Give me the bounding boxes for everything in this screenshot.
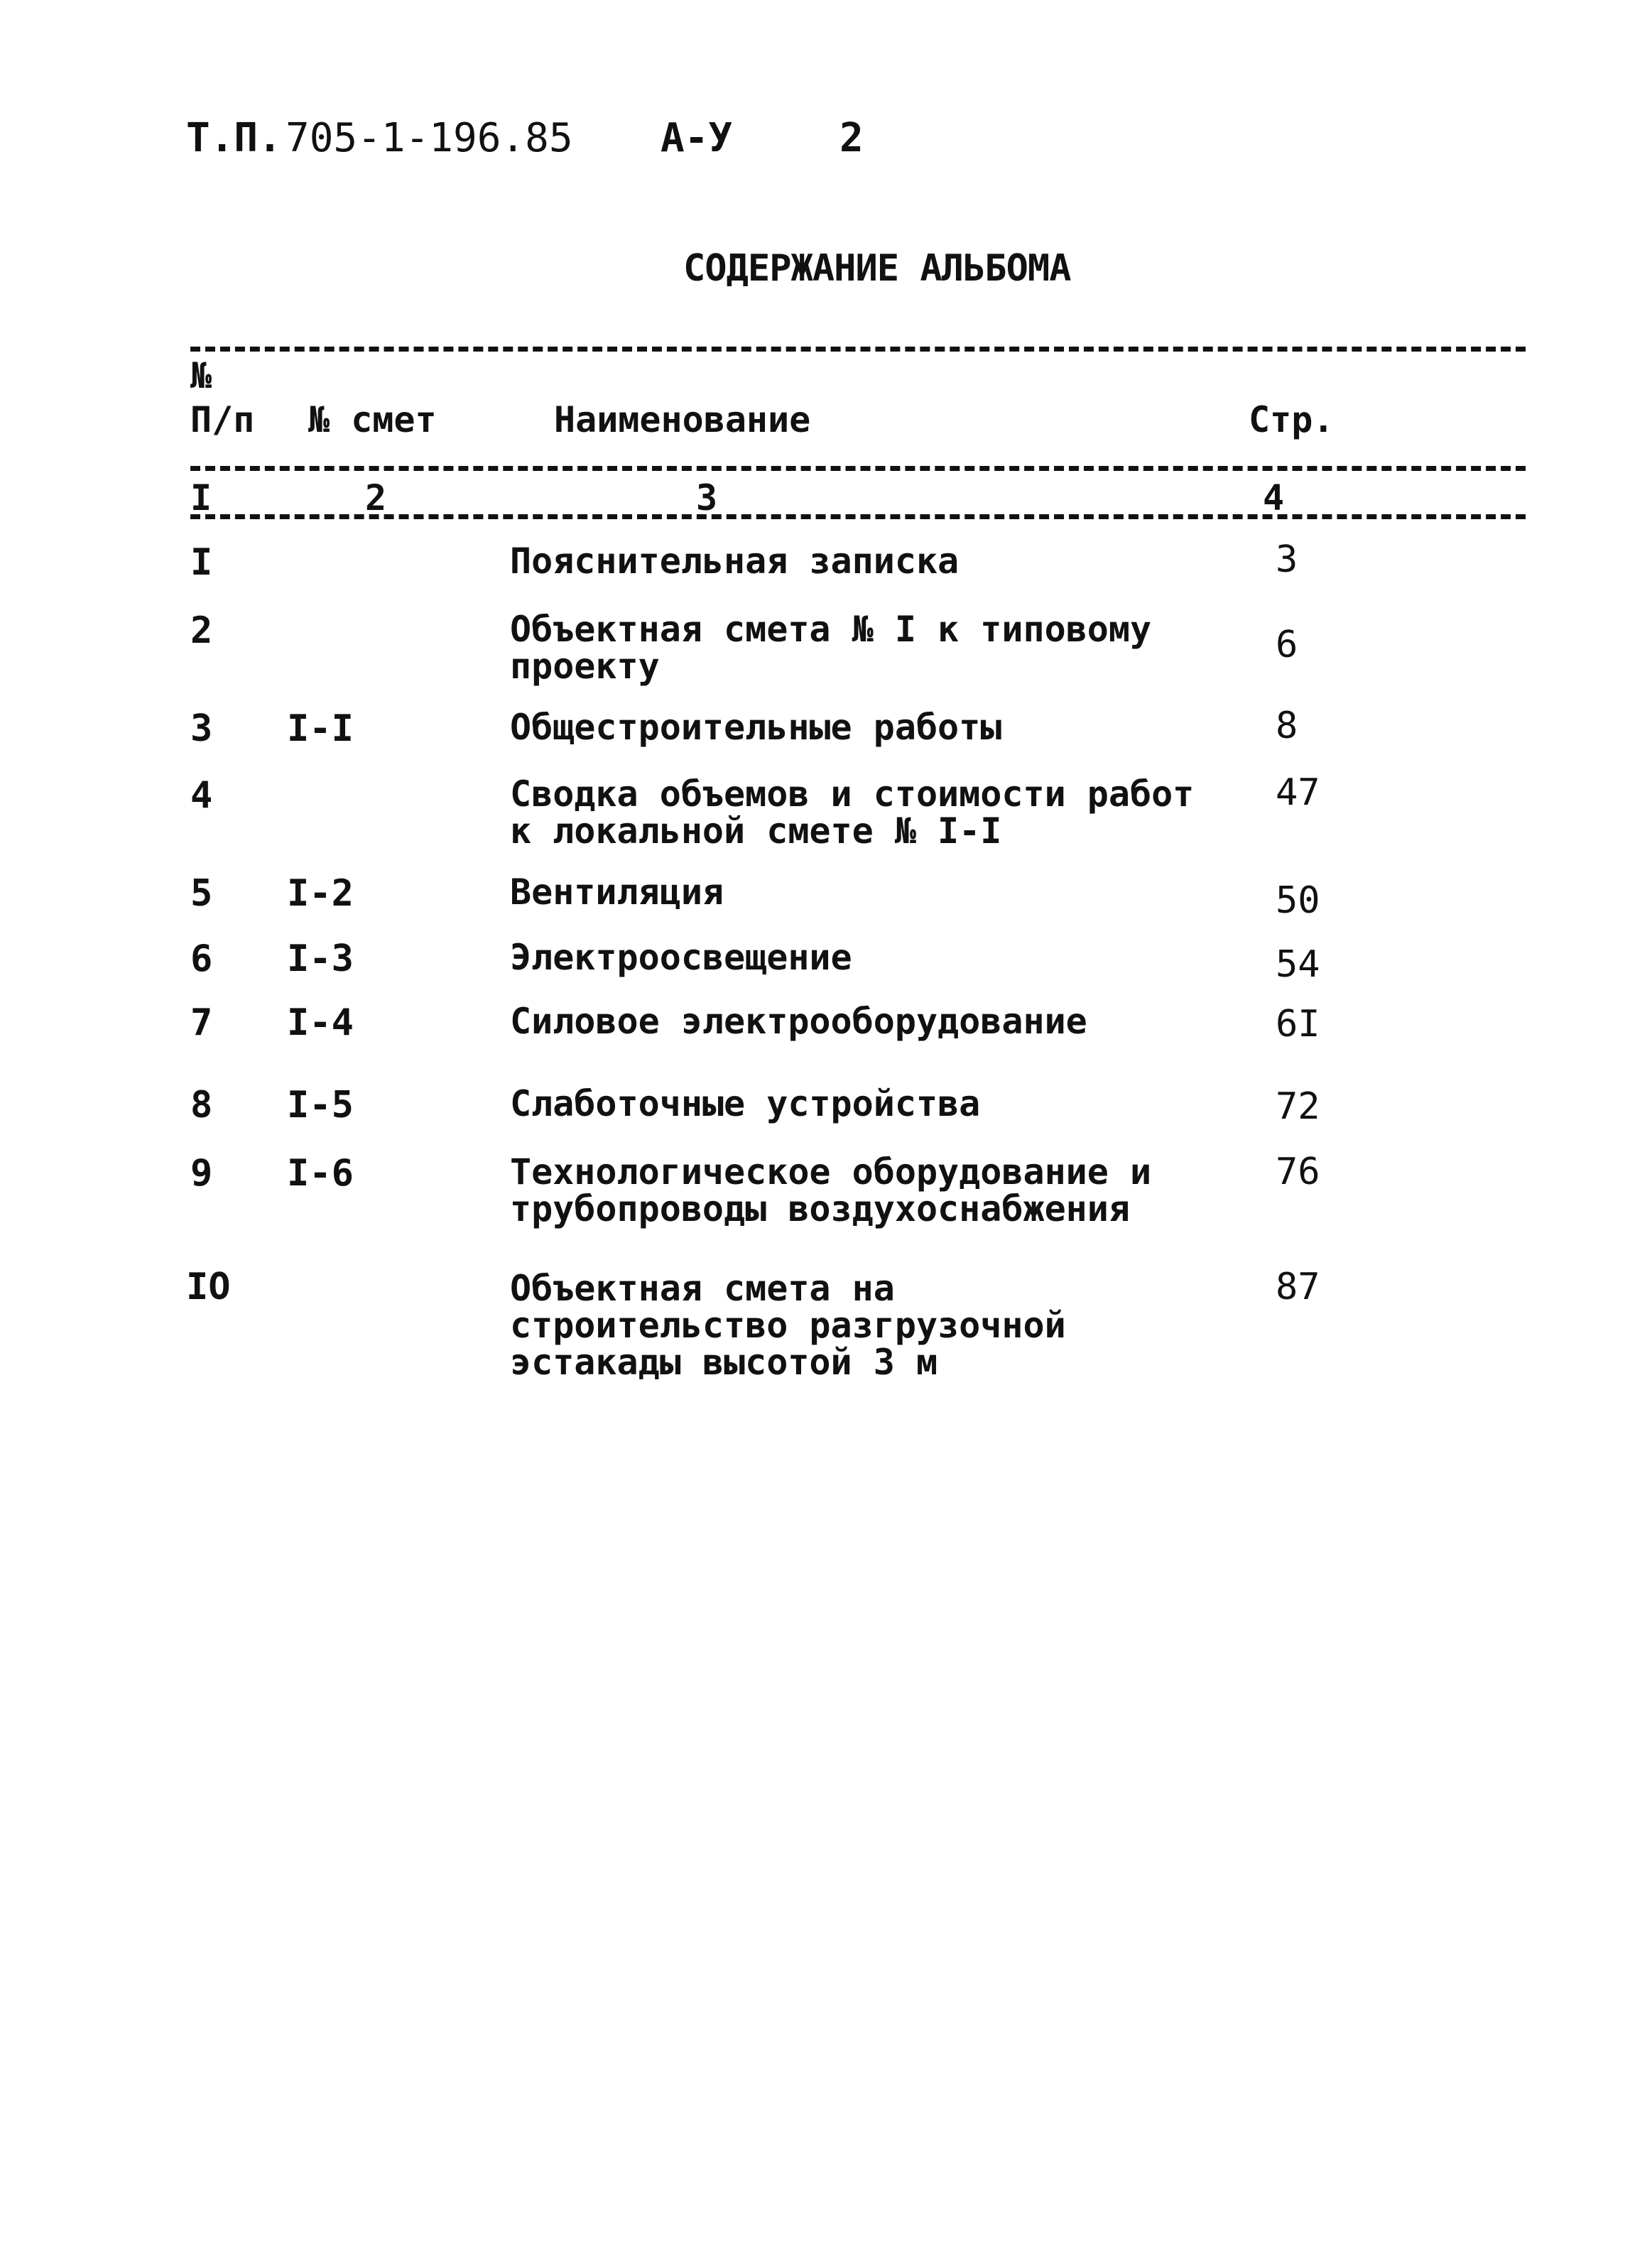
col-header-no-top: №: [190, 355, 212, 396]
row-page: 87: [1276, 1266, 1320, 1308]
row-page: 72: [1276, 1085, 1320, 1128]
col-index-3: 3: [696, 477, 718, 518]
row-page: 50: [1276, 879, 1320, 922]
row-page: 6I: [1276, 1003, 1320, 1045]
row-page: 3: [1276, 538, 1298, 581]
row-name: Вентиляция: [510, 871, 724, 913]
row-estimate: I-4: [287, 1001, 354, 1044]
row-name: Силовое электрооборудование: [510, 1001, 1087, 1042]
row-number: 4: [190, 774, 213, 817]
row-estimate: I-I: [287, 707, 354, 750]
col-index-1: I: [190, 477, 212, 518]
row-name: Технологическое оборудование и трубопроводы воздухоснабжения: [510, 1151, 1152, 1229]
row-page: 76: [1276, 1151, 1320, 1193]
album-code: А-У: [661, 115, 733, 161]
row-name: Объектная смета № I к типовому проекту: [510, 609, 1152, 687]
row-name: Электроосвещение: [510, 937, 852, 978]
doc-number: 705-1-196.85: [286, 115, 573, 161]
row-number: 3: [190, 707, 213, 750]
row-name: Объектная смета на строительство разгрузочной эстакады высотой 3 м: [510, 1268, 1066, 1383]
sheet-number: 2: [839, 115, 864, 161]
row-estimate: I-5: [287, 1084, 354, 1126]
row-number: 5: [190, 872, 213, 915]
doc-code: Т.П.: [186, 115, 282, 161]
header-bottom-rule: [190, 466, 1526, 471]
row-number: IO: [186, 1266, 231, 1308]
row-number: I: [190, 541, 213, 584]
col-header-estimate: № смет: [308, 399, 437, 440]
row-estimate: I-3: [287, 938, 354, 980]
table-top-rule: [190, 347, 1526, 352]
row-name: Сводка объемов и стоимости работ к локальной смете № I-I: [510, 773, 1195, 852]
row-number: 6: [190, 938, 213, 980]
row-page: 47: [1276, 771, 1320, 814]
row-number: 8: [190, 1084, 213, 1126]
row-estimate: I-6: [287, 1152, 354, 1195]
col-index-4: 4: [1263, 477, 1285, 518]
row-name: Слаботочные устройства: [510, 1083, 981, 1124]
col-header-page: Стр.: [1249, 399, 1335, 440]
row-page: 8: [1276, 705, 1298, 747]
col-index-2: 2: [365, 477, 387, 518]
row-page: 6: [1276, 624, 1298, 666]
index-row-rule: [190, 514, 1526, 519]
col-header-name: Наименование: [554, 399, 811, 440]
row-number: 7: [190, 1001, 213, 1044]
page-title: СОДЕРЖАНИЕ АЛЬБОМА: [683, 247, 1071, 290]
row-number: 9: [190, 1152, 213, 1195]
col-header-no-bottom: П/п: [190, 399, 255, 440]
row-name: Пояснительная записка: [510, 541, 960, 582]
row-estimate: I-2: [287, 872, 354, 915]
row-name: Общестроительные работы: [510, 707, 1002, 748]
row-page: 54: [1276, 943, 1320, 986]
row-number: 2: [190, 609, 213, 652]
